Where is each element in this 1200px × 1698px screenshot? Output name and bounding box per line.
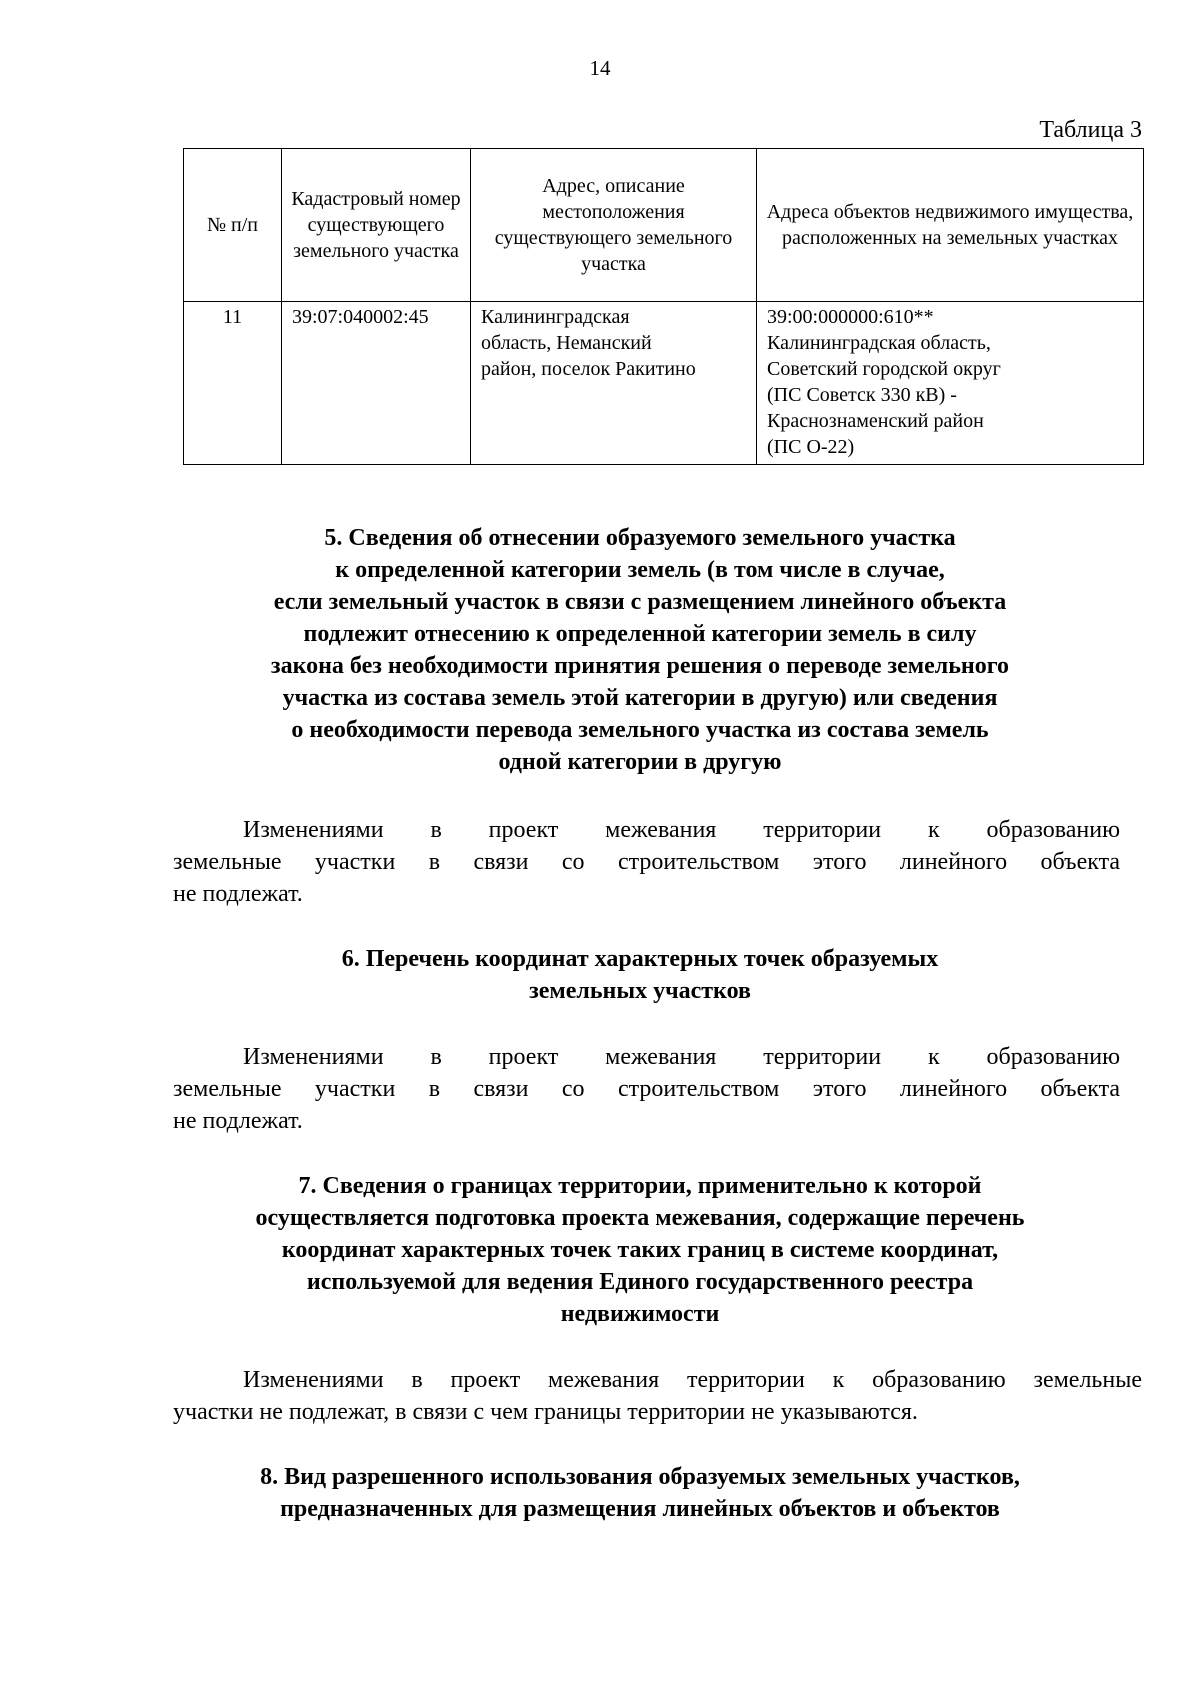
heading-line: координат характерных точек таких границ в системе координат, xyxy=(281,1237,999,1263)
paragraph-line: земельные участки в связи со строительством этого линейного объекта xyxy=(173,1076,1120,1102)
cell-number: 11 xyxy=(184,302,282,465)
paragraph-line: не подлежат. xyxy=(173,1108,303,1134)
heading-line: недвижимости xyxy=(560,1301,720,1327)
heading-line: земельных участков xyxy=(529,978,751,1004)
paragraph-line: Изменениями в проект межевания территории к образованию xyxy=(243,817,1120,843)
cell-cadastral-number: 39:07:040002:45 xyxy=(282,302,471,465)
header-address: Адрес, описание местоположения существующего земельного участка xyxy=(471,149,757,302)
heading-line: 5. Сведения об отнесении образуемого земельного участка xyxy=(324,525,956,551)
header-object-addresses: Адреса объектов недвижимого имущества, расположенных на земельных участках xyxy=(757,149,1144,302)
section-7-heading xyxy=(160,1170,1120,1330)
section-5-paragraph xyxy=(173,814,1120,910)
heading-line: участка из состава земель этой категории в другую) или сведения xyxy=(282,685,998,711)
paragraph-line: Изменениями в проект межевания территории к образованию земельные xyxy=(243,1367,1142,1393)
cell-line: Калининградская область, xyxy=(767,332,991,354)
header-cadastral-number: Кадастровый номер существующего земельного участка xyxy=(282,149,471,302)
section-6-paragraph xyxy=(173,1041,1120,1137)
paragraph-line: земельные участки в связи со строительством этого линейного объекта xyxy=(173,849,1120,875)
paragraph-line: участки не подлежат, в связи с чем границы территории не указываются. xyxy=(173,1399,918,1425)
heading-line: о необходимости перевода земельного участка из состава земель xyxy=(291,717,989,743)
cell-line: область, Неманский xyxy=(481,332,652,354)
heading-line: используемой для ведения Единого государственного реестра xyxy=(306,1269,974,1295)
heading-line: предназначенных для размещения линейных объектов и объектов xyxy=(280,1496,1000,1522)
cell-object-addresses xyxy=(757,302,1144,465)
heading-line: 8. Вид разрешенного использования образуемых земельных участков, xyxy=(260,1464,1020,1490)
heading-line: 7. Сведения о границах территории, применительно к которой xyxy=(298,1173,982,1199)
heading-line: если земельный участок в связи с размещением линейного объекта xyxy=(273,589,1007,615)
table-caption: Таблица 3 xyxy=(1039,117,1142,143)
section-7-paragraph xyxy=(173,1364,1142,1428)
paragraph-line: Изменениями в проект межевания территории к образованию xyxy=(243,1044,1120,1070)
cell-line: (ПС О-22) xyxy=(767,436,855,458)
cell-address xyxy=(471,302,757,465)
header-number: № п/п xyxy=(184,149,282,302)
section-6-heading xyxy=(160,943,1120,1007)
section-8-heading xyxy=(160,1461,1120,1525)
cell-line: район, поселок Ракитино xyxy=(481,358,696,380)
section-5-heading xyxy=(160,522,1120,778)
cell-line: Калининградская xyxy=(481,306,630,328)
heading-line: закона без необходимости принятия решения о переводе земельного xyxy=(270,653,1010,679)
table-row xyxy=(184,302,1144,465)
land-plot-table xyxy=(183,148,1144,465)
cell-line: Советский городской округ xyxy=(767,358,1001,380)
cell-line: (ПС Советск 330 кВ) - xyxy=(767,384,957,406)
heading-line: одной категории в другую xyxy=(498,749,782,775)
cell-line: 39:00:000000:610** xyxy=(767,306,934,328)
heading-line: осуществляется подготовка проекта межевания, содержащие перечень xyxy=(255,1205,1025,1231)
heading-line: к определенной категории земель (в том числе в случае, xyxy=(335,557,945,583)
page-number: 14 xyxy=(589,56,611,80)
table-header-row xyxy=(184,149,1144,302)
heading-line: 6. Перечень координат характерных точек образуемых xyxy=(341,946,939,972)
paragraph-line: не подлежат. xyxy=(173,881,303,907)
heading-line: подлежит отнесению к определенной категории земель в силу xyxy=(303,621,977,647)
cell-line: Краснознаменский район xyxy=(767,410,984,432)
